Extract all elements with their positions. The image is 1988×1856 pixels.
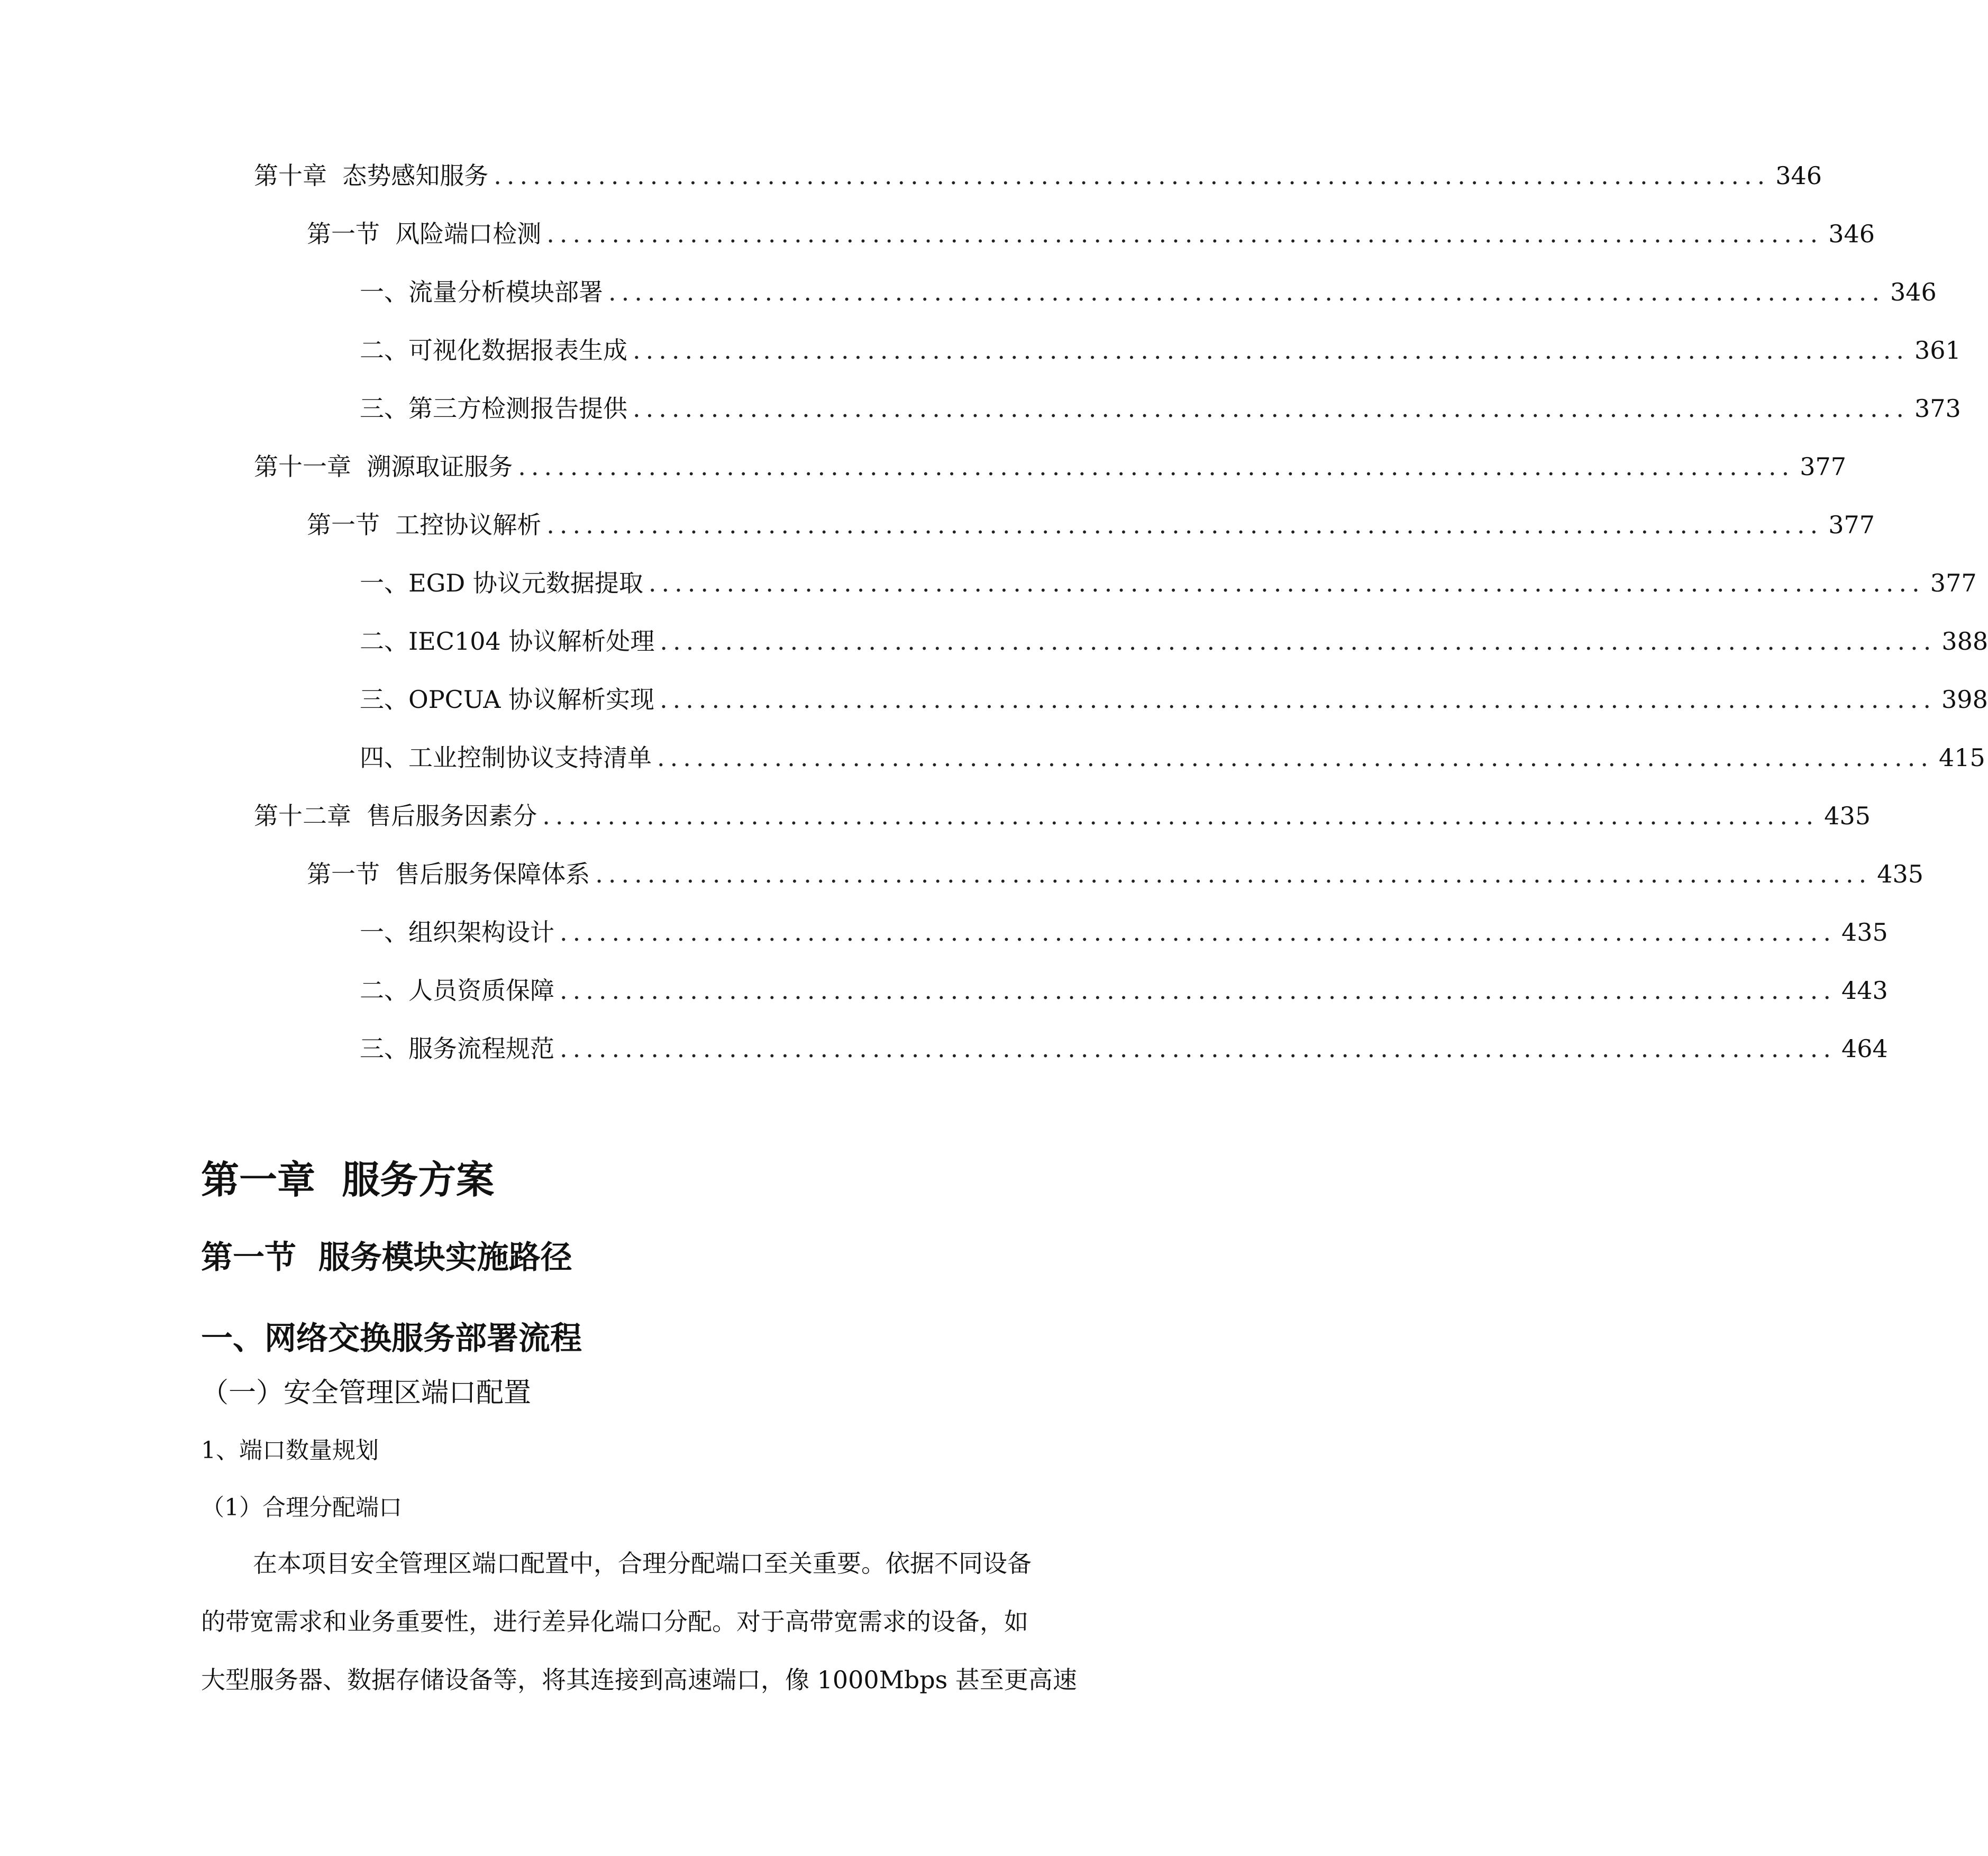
toc-title: 组织架构设计 [408, 918, 554, 947]
toc-entry-item[interactable] [360, 276, 1937, 308]
toc-title: 售后服务保障体系 [395, 860, 590, 888]
toc-title: 售后服务因素分 [367, 802, 537, 830]
toc-num: 二、 [360, 627, 408, 656]
toc-page-number: 346 [1890, 278, 1937, 306]
toc-title: 态势感知服务 [342, 161, 489, 190]
toc-entry-item[interactable] [360, 975, 1888, 1006]
toc-title: 人员资质保障 [408, 976, 554, 1005]
toc-num: 二、 [360, 336, 408, 365]
toc-leader: .................................................................................................. [560, 1034, 1836, 1063]
toc-entry-section[interactable] [307, 858, 1924, 890]
toc-page-number: 464 [1841, 1034, 1888, 1063]
toc-entry-item[interactable] [360, 684, 1988, 715]
toc-entry-item[interactable] [360, 334, 1961, 366]
toc-page-number: 361 [1914, 336, 1961, 365]
toc-page-number: 377 [1828, 511, 1875, 539]
toc-num: 一、 [360, 569, 408, 597]
toc-leader: .................................................................................................. [660, 685, 1937, 714]
toc-page-number: 346 [1775, 161, 1822, 190]
toc-entry-item[interactable] [360, 916, 1888, 948]
subsection-heading: 一、网络交换服务部署流程 [201, 1320, 582, 1357]
toc-num: 三、 [360, 394, 408, 423]
toc-title: 工控协议解析 [395, 511, 542, 539]
toc-leader: .................................................................................................. [546, 220, 1823, 248]
toc-num: 第一节 [307, 511, 380, 539]
toc-entry-chapter-11[interactable] [254, 451, 1847, 483]
toc-leader: .................................................................................................. [660, 627, 1937, 656]
toc-entry-item[interactable] [360, 625, 1988, 657]
item-heading: 1、端口数量规划 [201, 1437, 379, 1464]
toc-num: 二、 [360, 976, 408, 1005]
toc-num: 第十一章 [254, 452, 351, 481]
toc-page-number: 415 [1938, 743, 1985, 772]
toc-num: 第十二章 [254, 802, 351, 830]
toc-page-number: 443 [1841, 976, 1888, 1005]
toc-entry-item[interactable] [360, 742, 1985, 774]
toc-page-number: 435 [1877, 860, 1924, 888]
toc-leader: .................................................................................................. [633, 336, 1909, 365]
toc-num: 第一节 [307, 860, 380, 888]
toc-title: 第三方检测报告提供 [408, 394, 627, 423]
toc-leader: .................................................................................................. [648, 569, 1925, 597]
toc-title: EGD 协议元数据提取 [408, 569, 643, 597]
toc-page-number: 435 [1824, 802, 1871, 830]
toc-leader: .................................................................................................. [657, 743, 1934, 772]
toc-num: 三、 [360, 685, 408, 714]
paragraph-line: 的带宽需求和业务重要性，进行差异化端口分配。对于高带宽需求的设备，如 [201, 1607, 1028, 1636]
toc-leader: .................................................................................................. [494, 161, 1771, 190]
toc-entry-item[interactable] [360, 393, 1961, 424]
toc-leader: .................................................................................................. [546, 511, 1823, 539]
toc-title: 溯源取证服务 [367, 452, 513, 481]
toc-page-number: 388 [1941, 627, 1988, 656]
toc-entry-item[interactable] [360, 1033, 1888, 1065]
toc-entry-item[interactable] [360, 567, 1977, 599]
toc-title: 流量分析模块部署 [408, 278, 603, 306]
toc-page-number: 377 [1800, 452, 1847, 481]
toc-num: 一、 [360, 918, 408, 947]
toc-leader: .................................................................................................. [560, 918, 1836, 947]
toc-title: OPCUA 协议解析实现 [408, 685, 655, 714]
toc-title: 工业控制协议支持清单 [408, 743, 652, 772]
toc-leader: .................................................................................................. [608, 278, 1885, 306]
toc-page-number: 398 [1941, 685, 1988, 714]
section-heading: 第一节 服务模块实施路径 [201, 1239, 572, 1276]
toc-page-number: 377 [1930, 569, 1977, 597]
toc-title: 风险端口检测 [395, 220, 542, 248]
subsubsection-heading: （一）安全管理区端口配置 [201, 1377, 532, 1409]
paragraph-line: 在本项目安全管理区端口配置中，合理分配端口至关重要。依据不同设备 [253, 1549, 1032, 1578]
toc-entry-section[interactable] [307, 509, 1875, 541]
toc-entry-section[interactable] [307, 218, 1875, 250]
toc-leader: .................................................................................................. [595, 860, 1872, 888]
toc-num: 第十章 [254, 161, 327, 190]
toc-page-number: 435 [1841, 918, 1888, 947]
subitem-heading: （1）合理分配端口 [201, 1494, 402, 1521]
chapter-heading: 第一章 服务方案 [201, 1157, 495, 1202]
toc-page-number: 373 [1914, 394, 1961, 423]
toc-title: IEC104 协议解析处理 [408, 627, 655, 656]
toc-leader: .................................................................................................. [542, 802, 1819, 830]
toc-num: 第一节 [307, 220, 380, 248]
toc-num: 一、 [360, 278, 408, 306]
paragraph-line: 大型服务器、数据存储设备等，将其连接到高速端口，像 1000Mbps 甚至更高速 [201, 1666, 1077, 1694]
toc-title: 可视化数据报表生成 [408, 336, 627, 365]
toc-page-number: 346 [1828, 220, 1875, 248]
toc-entry-chapter-10[interactable] [254, 160, 1822, 192]
toc-num: 四、 [360, 743, 408, 772]
toc-num: 三、 [360, 1034, 408, 1063]
toc-title: 服务流程规范 [408, 1034, 554, 1063]
toc-leader: .................................................................................................. [560, 976, 1836, 1005]
toc-leader: .................................................................................................. [633, 394, 1909, 423]
toc-leader: .................................................................................................. [518, 452, 1795, 481]
toc-entry-chapter-12[interactable] [254, 800, 1871, 832]
